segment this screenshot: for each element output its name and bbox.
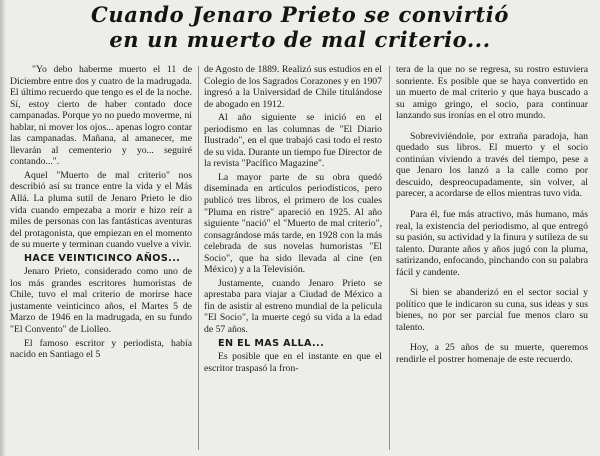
paragraph: La mayor parte de su obra quedó diseminada en artículos periodísticos, pero publicó tres libros, el primero de los cuales "Pluma en ristre" apareció en 1925. Al año siguiente "nació" el "Muerto de mal criterio", consagrándose más tarde, en 1928 con la más celebrada de sus novelas humoristas "El Socio", que ha sido llevada al cine (en México) y a la Televisión. <box>204 171 382 276</box>
paragraph: Hoy, a 25 años de su muerte, queremos rendirle el postrer homenaje de este recuerdo. <box>396 342 588 366</box>
paragraph: Aquel "Muerto de mal criterio" nos describió así su trance entre la vida y el Más Allá. La pluma sutil de Jenaro Prieto le dio vida cuando empezaba a morir e hizo reír a miles de personas con las fantásticas aventuras del protagonista, que empiezan en el momento de su muerte y terminan cuando vuelve a vivir. <box>10 169 192 251</box>
article-headline <box>0 2 600 52</box>
section-subhead: EN EL MAS ALLA... <box>218 337 325 349</box>
column-divider <box>198 66 199 450</box>
article-column-2 <box>204 64 382 376</box>
paragraph: tera de la que no se regresa, su rostro estuviera sonriente. Es posible que se haya convertido en un muerto de mal criterio y que haya buscado a su amigo gringo, el socio, para continuar lanzando sus ironías en el otro mundo. <box>396 64 588 122</box>
column-divider <box>389 66 390 450</box>
article-column-3 <box>396 64 588 375</box>
paragraph: Al año siguiente se inició en el periodismo en las columnas de "El Diario Ilustrado", en el que trabajó casi todo el resto de su vida. Durante un tiempo fue Director de la revista "Pacífico Magazine". <box>204 112 382 170</box>
paragraph: de Agosto de 1889. Realizó sus estudios en el Colegio de los Sagrados Corazones y en 1907 ingresó a la Universidad de Chile titulándose de abogado en 1912. <box>204 64 382 110</box>
paragraph: Para él, fue más atractivo, más humano, más real, la existencia del periodismo, al que entregó su pasión, su actividad y la finura y sutileza de su talento. Durante años y años jugó con la pluma, satirizando, enfocando, pinchando con su palabra fácil y candente. <box>396 209 588 278</box>
headline-line-2: en un muerto de mal criterio... <box>109 27 491 52</box>
article-column-1 <box>10 64 192 363</box>
paragraph: "Yo debo haberme muerto el 11 de Diciembre entre dos y cuatro de la madrugada. El último recuerdo que tengo es el de la noche. Sí, estoy cierto de haber contado doce campanadas. Porque yo no puedo moverme, ni hablar, ni mover los ojos... apenas logro contar las campanadas. Mañana, al amanecer, me llevarán al cementerio y yo... seguiré contando...". <box>10 64 192 168</box>
paragraph: Sobreviviéndole, por extraña paradoja, han quedado sus libros. El muerto y el socio continúan viviendo a través del tiempo, pese a que Jenaro los lanzó a la calle como por descuido, despreocupadamente, sin volver, al parecer, a acordarse de ellos mientras tuvo vida. <box>396 130 588 200</box>
section-subhead: HACE VEINTICINCO AÑOS... <box>24 252 181 264</box>
headline-line-1: Cuando Jenaro Prieto se convirtió <box>91 2 509 27</box>
paragraph: Si bien se abanderizó en el sector social y político que le indicaron su cuna, sus ideas y sus bienes, no por ser parcial fue menos claro su talento. <box>396 287 588 333</box>
paragraph: Jenaro Prieto, considerado como uno de los más grandes escritores humoristas de Chile, tuvo el mal criterio de morirse hace justamente veinticinco años, el Martes 5 de Marzo de 1946 en la madrugada, en su fundo "El Convento" de Liolleo. <box>10 266 192 336</box>
paragraph: El famoso escritor y periodista, había nacido en Santiago el 5 <box>10 337 192 361</box>
paragraph: Justamente, cuando Jenaro Prieto se aprestaba para viajar a Ciudad de México a fin de asistir al estreno mundial de la película "El Socio", la muerte cegó su vida a la edad de 57 años. <box>204 277 382 336</box>
paragraph: Es posible que en el instante en que el escritor traspasó la fron- <box>204 351 382 374</box>
